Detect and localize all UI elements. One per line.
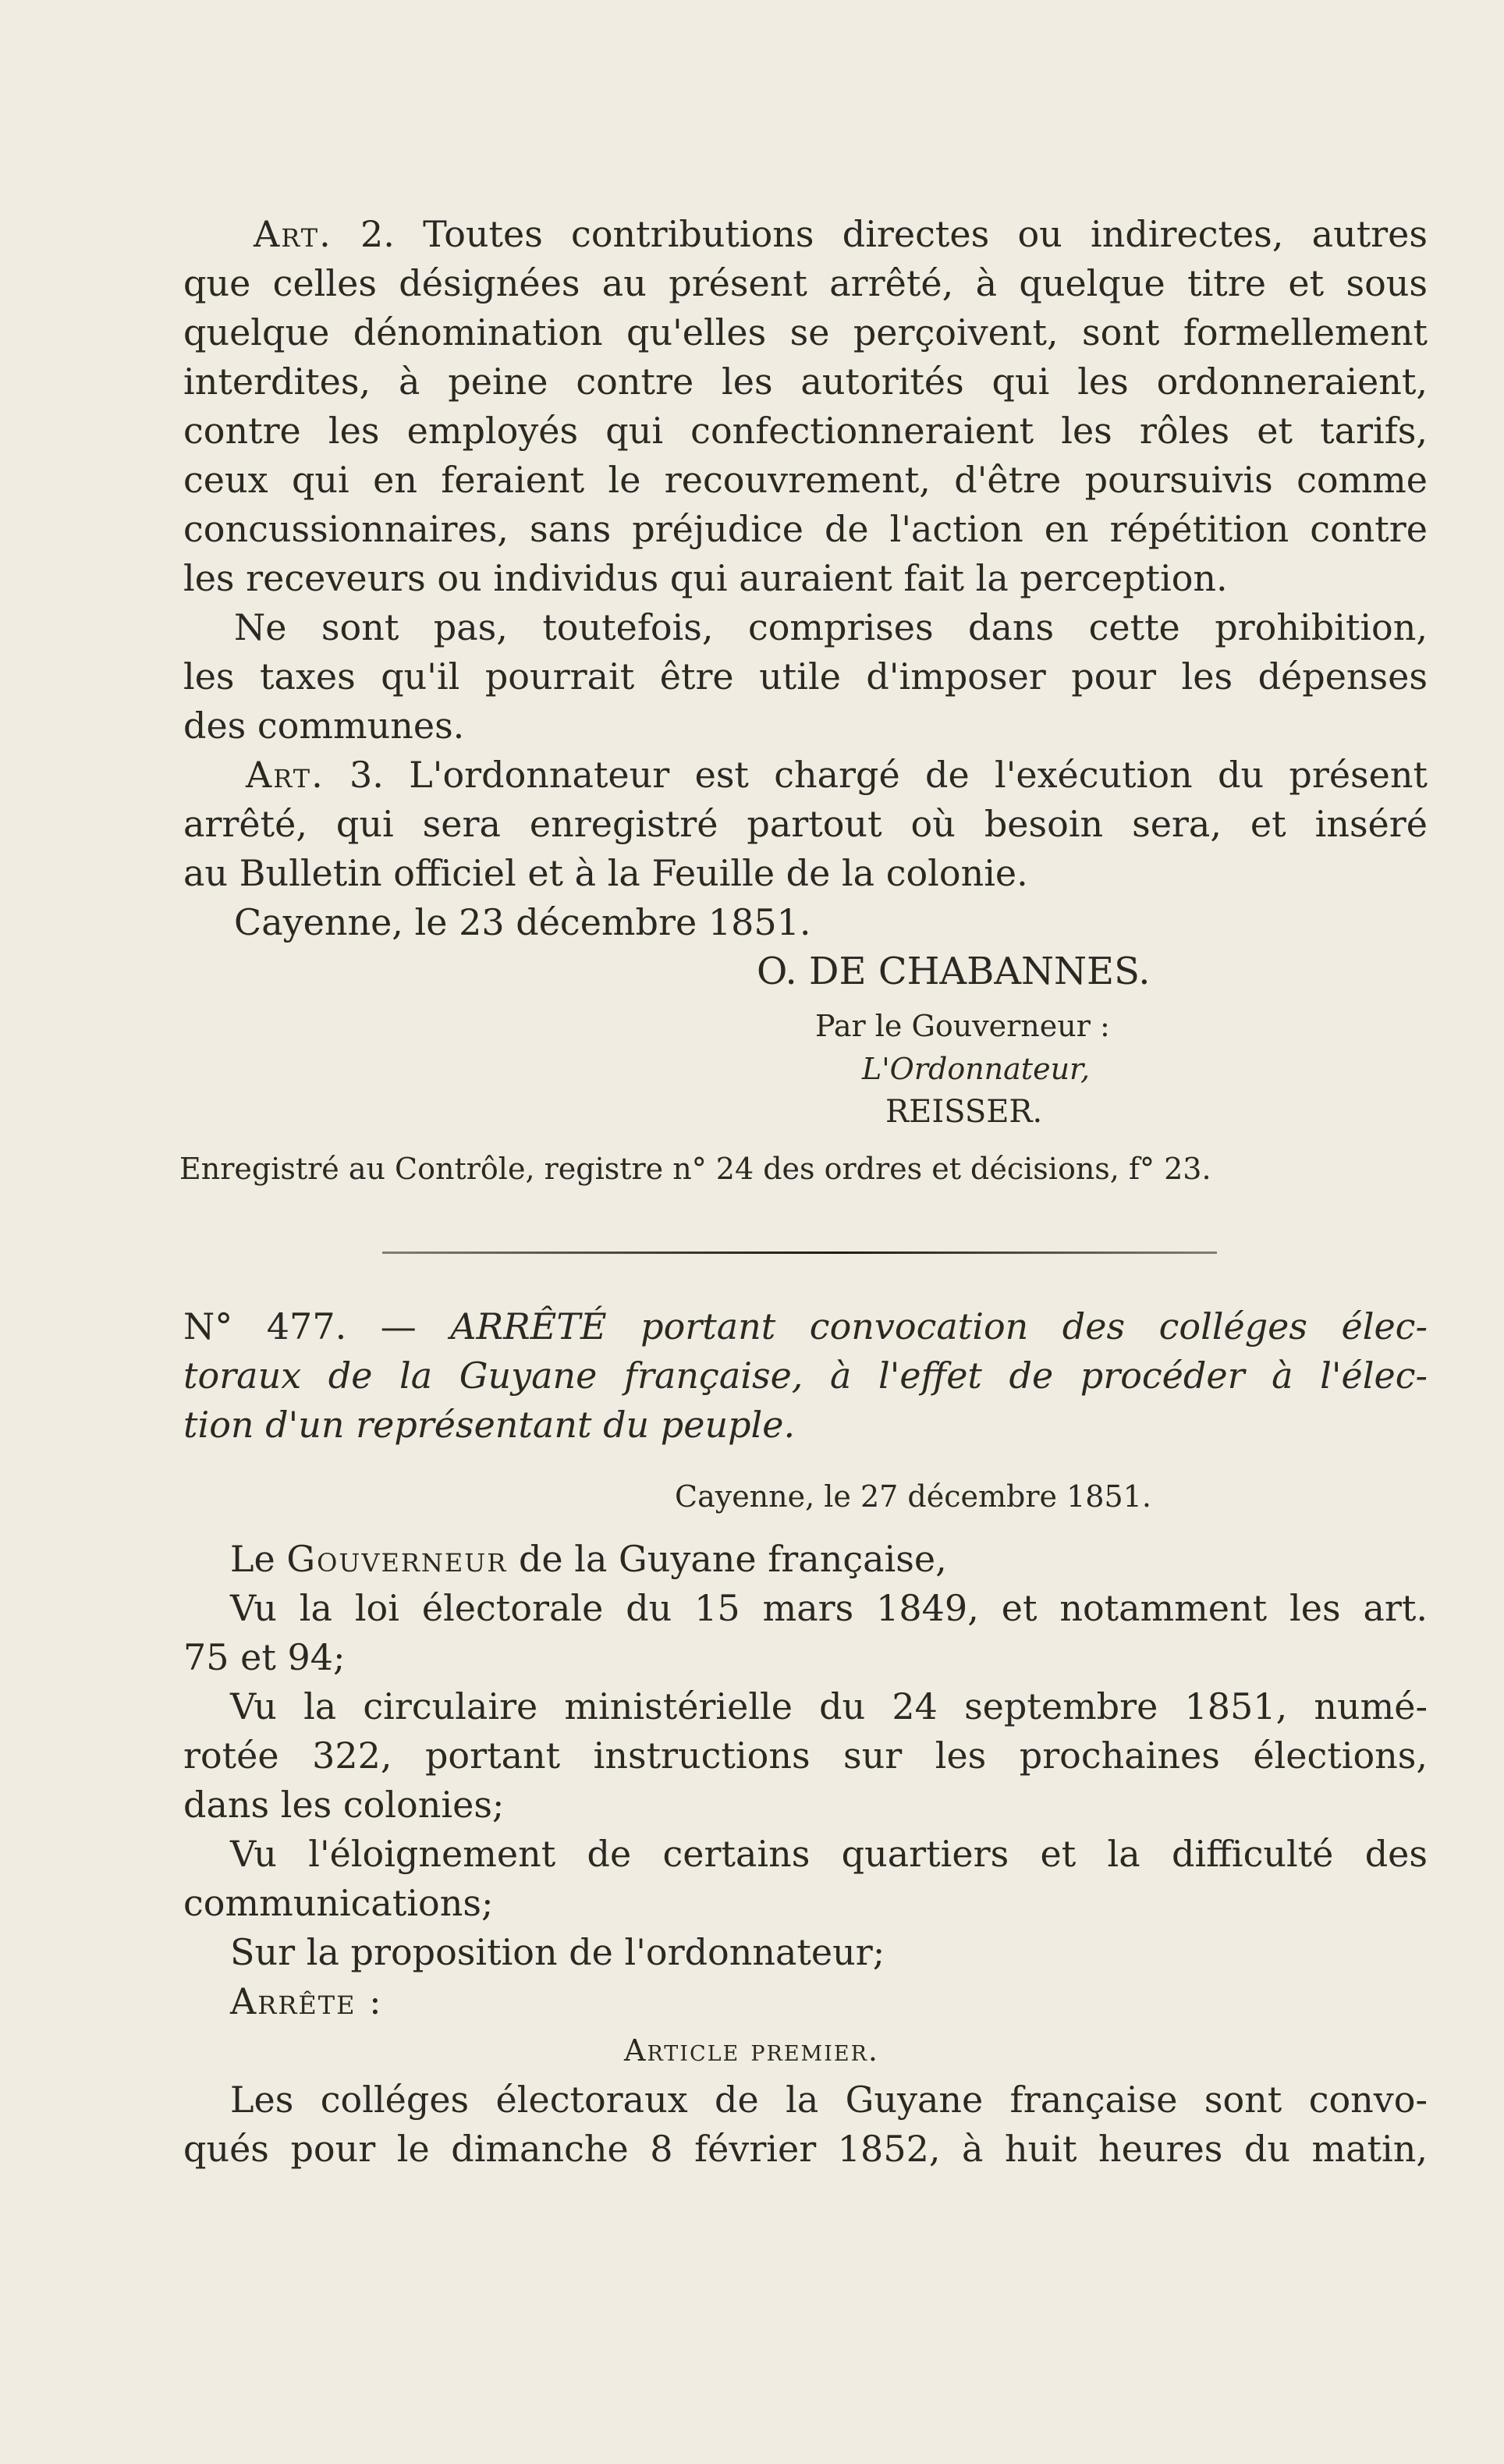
article-2-line-8: les receveurs ou individus qui auraient fait la perception.: [183, 557, 1228, 599]
signature-governor: O. DE CHABANNES.: [757, 950, 1151, 993]
body-line-8: communications;: [183, 1882, 494, 1924]
par-le-gouverneur: Par le Gouverneur :: [815, 1009, 1110, 1043]
body-line-4: Vu la circulaire ministérielle du 24 septembre 1851, numé-: [230, 1685, 1428, 1727]
article-3-line-2: arrêté, qui sera enregistré partout où besoin sera, et inséré: [183, 803, 1428, 845]
body-line-7: Vu l'éloignement de certains quartiers et la difficulté des: [230, 1833, 1428, 1875]
exception-line-3: des communes.: [183, 705, 465, 747]
article-2-line-4: interdites, à peine contre les autorités qui les ordonneraient,: [183, 360, 1428, 403]
ordonnateur-name: REISSER.: [885, 1094, 1043, 1130]
place-date-2: Cayenne, le 27 décembre 1851.: [675, 1479, 1151, 1514]
article-2-line-6: ceux qui en feraient le recouvrement, d'être poursuivis comme: [183, 459, 1428, 501]
exception-line-1: Ne sont pas, toutefois, comprises dans cette prohibition,: [234, 606, 1428, 648]
last-line-1: Les colléges électoraux de la Guyane française sont convo-: [230, 2079, 1428, 2121]
section-divider: [382, 1252, 1217, 1254]
last-line-2: qués pour le dimanche 8 février 1852, à huit heures du matin,: [183, 2128, 1428, 2170]
decree-title-line-3: tion d'un représentant du peuple.: [183, 1404, 796, 1446]
article-2-line-5: contre les employés qui confectionneraient les rôles et tarifs,: [183, 410, 1428, 452]
article-2-line-7: concussionnaires, sans préjudice de l'action en répétition contre: [183, 508, 1428, 550]
body-line-2: Vu la loi électorale du 15 mars 1849, et notamment les art.: [230, 1587, 1428, 1629]
decree-title-line-2: toraux de la Guyane française, à l'effet de procéder à l'élec-: [183, 1354, 1428, 1397]
article-premier-heading: Article premier.: [624, 2033, 879, 2068]
article-2-line-1: Art. 2. Toutes contributions directes ou indirectes, autres: [254, 213, 1428, 255]
body-line-5: rotée 322, portant instructions sur les prochaines élections,: [183, 1734, 1428, 1777]
article-2-line-3: quelque dénomination qu'elles se perçoivent, sont formellement: [183, 311, 1428, 353]
article-2-line-2: que celles désignées au présent arrêté, à quelque titre et sous: [183, 262, 1428, 304]
body-line-3: 75 et 94;: [183, 1636, 346, 1678]
article-3-line-1: Art. 3. L'ordonnateur est chargé de l'exécution du présent: [246, 754, 1428, 796]
body-line-6: dans les colonies;: [183, 1784, 505, 1826]
place-date-1: Cayenne, le 23 décembre 1851.: [234, 901, 811, 943]
arrete-heading: Arrête :: [230, 1980, 383, 2022]
body-line-9: Sur la proposition de l'ordonnateur;: [230, 1931, 885, 1973]
registration-note: Enregistré au Contrôle, registre n° 24 des ordres et décisions, f° 23.: [179, 1152, 1211, 1186]
decree-title-line-1: N° 477. — ARRÊTÉ portant convocation des colléges élec-: [183, 1305, 1428, 1347]
ordonnateur-title: L'Ordonnateur,: [862, 1052, 1091, 1086]
article-3-line-3: au Bulletin officiel et à la Feuille de la colonie.: [183, 852, 1028, 894]
body-line-1: Le Gouverneur de la Guyane française,: [230, 1538, 947, 1580]
exception-line-2: les taxes qu'il pourrait être utile d'imposer pour les dépenses: [183, 655, 1428, 698]
